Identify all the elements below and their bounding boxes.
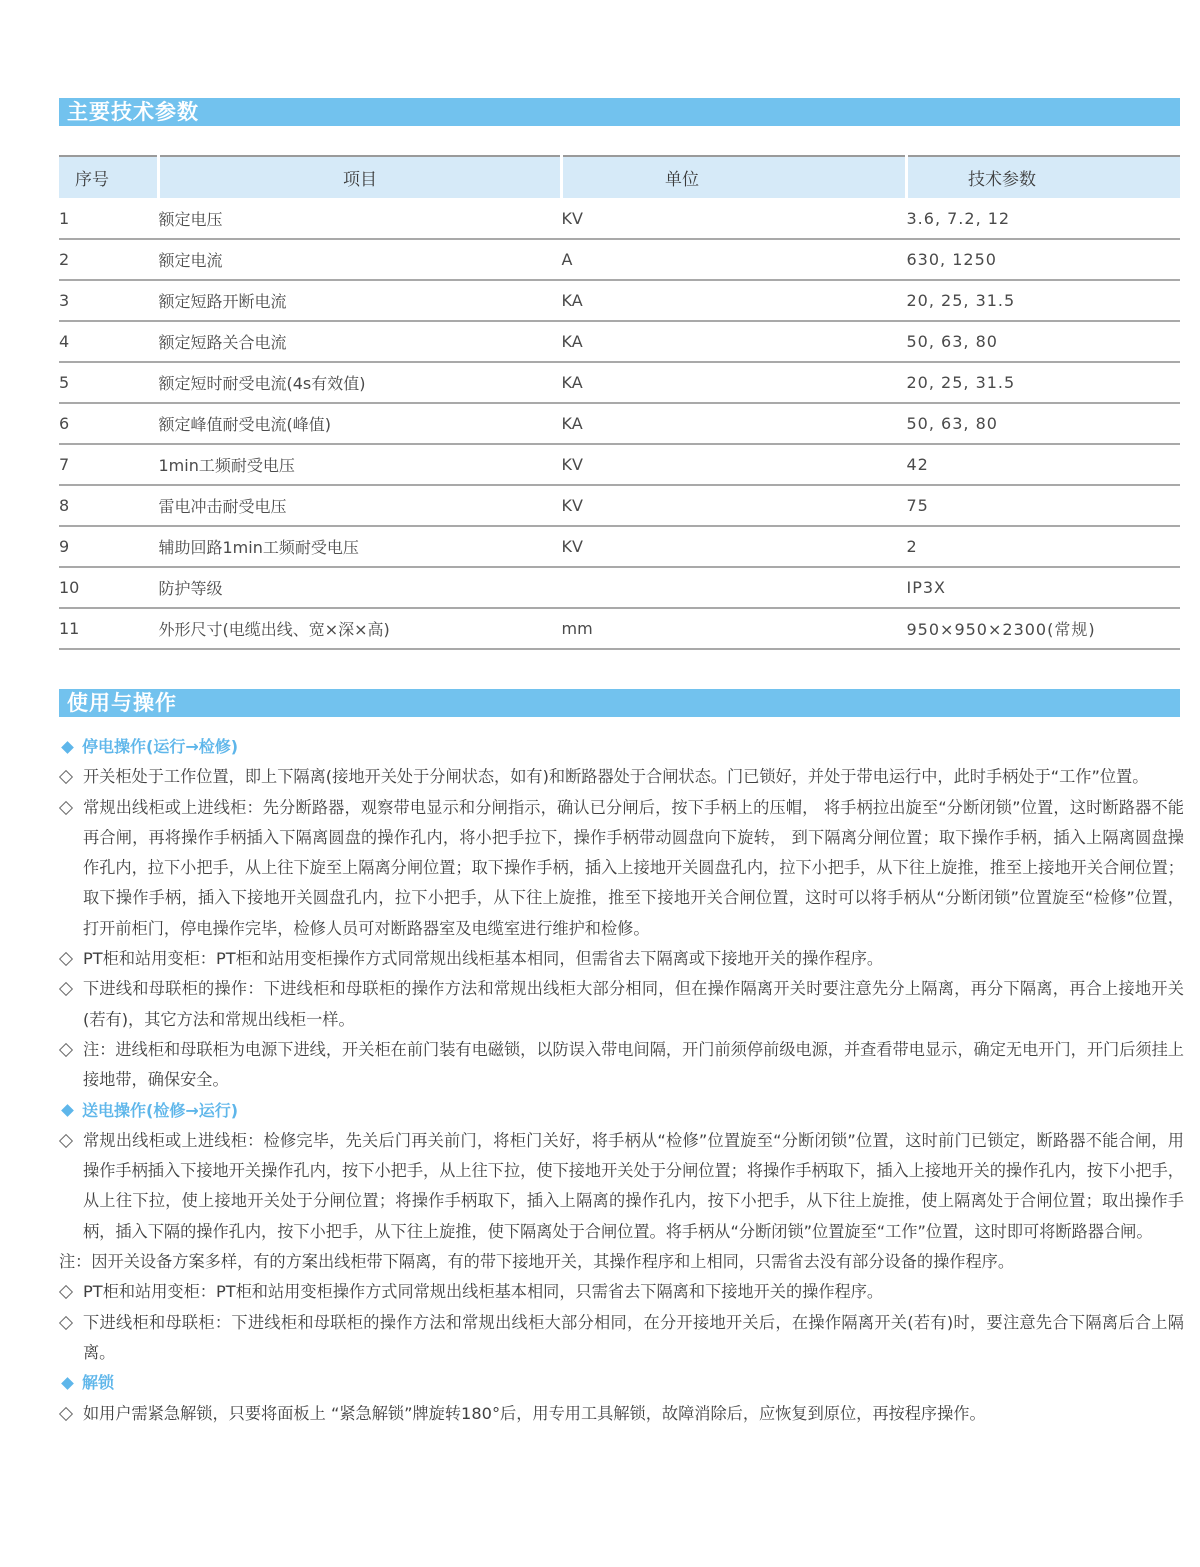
subheading-text: 送电操作(检修→运行) [82, 1100, 239, 1120]
operation-content [59, 732, 1184, 1429]
cell-no: 5 [59, 373, 70, 392]
cell-value: 20, 25, 31.5 [906, 373, 1016, 392]
table-row [59, 280, 1180, 321]
cell-value: 950×950×2300(常规) [906, 620, 1096, 639]
cell-no: 3 [59, 291, 70, 310]
header-value: 技术参数 [968, 170, 1036, 190]
cell-value: 75 [906, 496, 929, 515]
paragraph [59, 1308, 1184, 1369]
paragraph-text: 常规出线柜或上进线柜：先分断路器，观察带电显示和分闸指示，确认已分闸后，按下手柄上的压帽， 将手柄拉出旋至“分断闭锁”位置，这时断路器不能再合闸，再将操作手柄插入下隔离圆盘的操作孔内，将小把手拉下，操作手柄带动圆盘向下旋转， 到下隔离分闸位置；取下操作手柄，插入上隔离圆盘操作孔内，拉下小把手，从上往下旋至上隔离分闸位置；取下操作手柄，插入上接地开关圆盘孔内，拉下小把手，从下往上旋推，推至上接地开关合闸位置；取下操作手柄，插入下接地开关圆盘孔内，拉下小把手，从下往上旋推，推至下接地开关合闸位置，这时可以将手柄从“分断闭锁”位置旋至“检修”位置，打开前柜门，停电操作完毕，检修人员可对断路器室及电缆室进行维护和检修。 [83, 797, 1184, 938]
paragraph [59, 793, 1184, 944]
cell-unit: KV [561, 496, 583, 515]
section-title: 主要技术参数 [67, 100, 199, 124]
cell-value: 3.6, 7.2, 12 [906, 208, 1011, 228]
cell-item: 额定峰值耐受电流(峰值) [158, 415, 331, 434]
hollow-diamond-bullet-icon [59, 1406, 73, 1420]
table-row [59, 485, 1180, 526]
cell-unit: KA [561, 414, 583, 433]
table-row [59, 567, 1180, 608]
paragraph-text: PT柜和站用变柜：PT柜和站用变柜操作方式同常规出线柜基本相同，但需省去下隔离或下接地开关的操作程序。 [83, 949, 884, 969]
cell-no: 10 [59, 578, 80, 597]
cell-unit: KA [561, 373, 583, 392]
hollow-diamond-bullet-icon [59, 801, 73, 815]
hollow-diamond-bullet-icon [59, 982, 73, 996]
cell-item: 额定电压 [158, 209, 223, 229]
cell-no: 2 [59, 250, 70, 269]
cell-no: 4 [59, 332, 70, 351]
cell-value: 50, 63, 80 [906, 332, 998, 351]
cell-value: 630, 1250 [906, 250, 997, 269]
cell-no: 6 [59, 414, 70, 433]
cell-value: 2 [906, 537, 918, 556]
subheading-text: 停电操作(运行→检修) [82, 737, 239, 756]
table-row [59, 198, 1180, 239]
hollow-diamond-bullet-icon [59, 1316, 73, 1330]
cell-item: 额定短路开断电流 [158, 292, 287, 311]
cell-no: 9 [59, 537, 70, 556]
paragraph-text: 开关柜处于工作位置，即上下隔离(接地开关处于分闸状态，如有)和断路器处于合闸状态。门已锁好，并处于带电运行中，此时手柄处于“工作”位置。 [83, 767, 1149, 787]
paragraph-text: 下进线和母联柜的操作：下进线柜和母联柜的操作方法和常规出线柜大部分相同，但在操作隔离开关时要注意先分上隔离，再分下隔离，再合上接地开关(若有)，其它方法和常规出线柜一样。 [83, 979, 1184, 1029]
paragraph [59, 1399, 1184, 1429]
header-unit: 单位 [562, 156, 907, 198]
cell-item: 额定短路关合电流 [158, 333, 287, 352]
paragraph-text: 如用户需紧急解锁，只要将面板上 “紧急解锁”牌旋转180°后，用专用工具解锁，故障消除后，应恢复到原位，再按程序操作。 [83, 1403, 986, 1423]
header-no: 序号 [59, 156, 159, 198]
paragraph-text: 常规出线柜或上进线柜：检修完毕，先关后门再关前门，将柜门关好，将手柄从“检修”位置旋至“分断闭锁”位置，这时前门已锁定，断路器不能合闸，用操作手柄插入下接地开关操作孔内，按下小把手，从上往下拉，使下接地开关处于分闸位置；将操作手柄取下，插入上接地开关的操作孔内，按下小把手，从上往下拉，使上接地开关处于分闸位置；将操作手柄取下，插入上隔离的操作孔内，按下小把手，从下往上旋推，使上隔离处于合闸位置；取出操作手柄，插入下隔的操作孔内，按下小把手，从下往上旋推，使下隔离处于合闸位置。将手柄从“分断闭锁”位置旋至“工作”位置，这时即可将断路器合闸。 [83, 1130, 1184, 1241]
hollow-diamond-bullet-icon [59, 1134, 73, 1148]
paragraph [59, 1277, 1184, 1307]
hollow-diamond-bullet-icon [59, 770, 73, 784]
paragraph-text: 下进线柜和母联柜：下进线柜和母联柜的操作方法和常规出线柜大部分相同，在分开接地开关后，在操作隔离开关(若有)时，要注意先合下隔离后合上隔离。 [83, 1312, 1184, 1362]
subheading-power-on [59, 1096, 1184, 1126]
paragraph [59, 1035, 1184, 1096]
cell-item: 额定电流 [158, 251, 223, 270]
paragraph [59, 1126, 1184, 1247]
spec-table [59, 155, 1180, 650]
hollow-diamond-bullet-icon [59, 1043, 73, 1057]
table-row [59, 321, 1180, 362]
table-row [59, 608, 1180, 649]
cell-no: 11 [59, 619, 80, 638]
cell-no: 7 [59, 455, 70, 474]
section-header-specs [59, 98, 1180, 126]
cell-unit [562, 567, 907, 608]
section-header-operation [59, 689, 1180, 717]
cell-item: 雷电冲击耐受电压 [158, 497, 287, 516]
cell-value: 42 [906, 455, 929, 474]
hollow-diamond-bullet-icon [59, 1285, 73, 1299]
paragraph [59, 944, 1184, 974]
cell-unit: KV [561, 455, 583, 474]
cell-unit: KV [561, 208, 583, 228]
hollow-diamond-bullet-icon [59, 952, 73, 966]
cell-item: 防护等级 [158, 579, 223, 598]
diamond-bullet-icon [61, 1104, 74, 1117]
paragraph [59, 974, 1184, 1035]
paragraph-text: 注：进线柜和母联柜为电源下进线，开关柜在前门装有电磁锁，以防误入带电间隔，开门前须停前级电源，并查看带电显示，确定无电开门，开门后须挂上接地带，确保安全。 [83, 1039, 1184, 1090]
cell-no: 1 [59, 208, 70, 228]
table-row [59, 362, 1180, 403]
table-row [59, 239, 1180, 280]
section-title: 使用与操作 [67, 691, 177, 715]
header-item: 项目 [159, 156, 562, 198]
cell-unit: KV [561, 537, 583, 556]
cell-item: 外形尺寸(电缆出线、宽×深×高) [158, 620, 390, 639]
table-row [59, 526, 1180, 567]
table-row [59, 444, 1180, 485]
subheading-power-off [59, 732, 1184, 762]
cell-unit: KA [561, 291, 583, 310]
paragraph-text: PT柜和站用变柜：PT柜和站用变柜操作方式同常规出线柜基本相同，只需省去下隔离和下接地开关的操作程序。 [83, 1282, 884, 1302]
paragraph [59, 762, 1184, 792]
subheading-unlock [59, 1368, 1184, 1398]
table-row [59, 403, 1180, 444]
cell-value: 20, 25, 31.5 [906, 291, 1016, 310]
diamond-bullet-icon [61, 741, 74, 754]
cell-unit: A [561, 250, 573, 269]
cell-unit: KA [561, 332, 583, 351]
table-body [59, 198, 1180, 649]
table-header-row [59, 156, 1180, 198]
subheading-text: 解锁 [82, 1373, 115, 1393]
cell-item: 1min工频耐受电压 [158, 456, 295, 475]
cell-value: 50, 63, 80 [906, 414, 998, 433]
cell-unit: mm [561, 619, 593, 638]
note-text: 注：因开关设备方案多样，有的方案出线柜带下隔离，有的带下接地开关，其操作程序和上相同，只需省去没有部分设备的操作程序。 [59, 1252, 1015, 1272]
cell-value: IP3X [906, 578, 947, 597]
cell-item: 辅助回路1min工频耐受电压 [158, 538, 359, 557]
diamond-bullet-icon [61, 1377, 74, 1390]
cell-no: 8 [59, 496, 70, 515]
cell-item: 额定短时耐受电流(4s有效值) [158, 374, 366, 393]
